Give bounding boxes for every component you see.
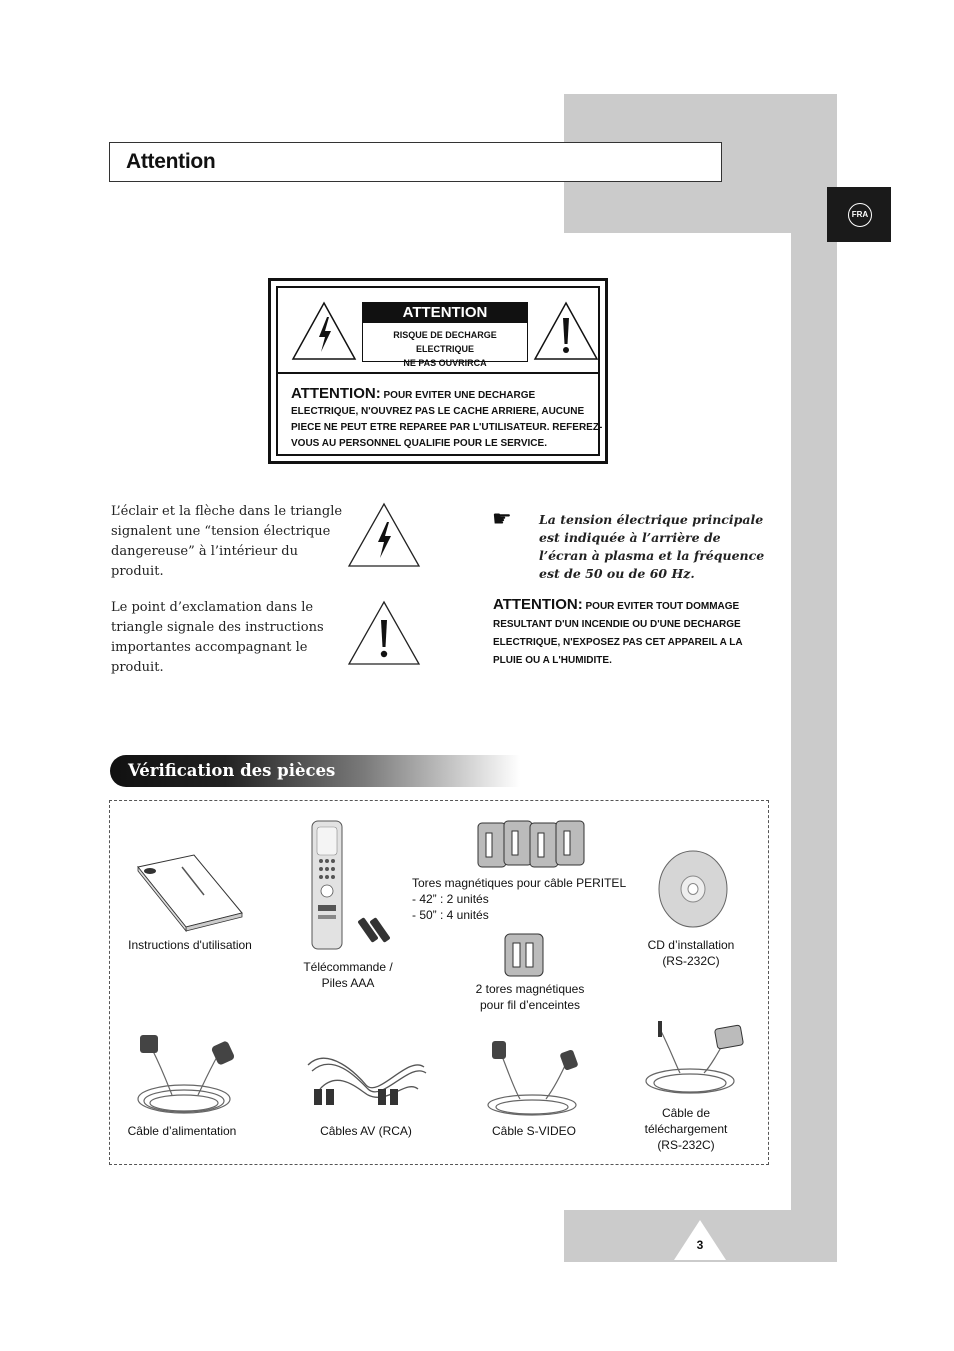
moisture-warning-text: POUR EVITER TOUT DOMMAGE RESULTANT D'UN INCENDIE OU D'UNE DECHARGE ELECTRIQUE, N'EXPOSEZ PAS CET APPAREIL A LA PLUIE OU A L'HUMIDITE. [493, 601, 743, 666]
lightning-triangle-icon [347, 502, 421, 568]
exclamation-warning-icon [532, 300, 600, 362]
lightning-warning-icon [290, 300, 358, 362]
language-tab [827, 187, 891, 242]
moisture-warning [493, 596, 768, 670]
power-cable-caption: Câble d’alimentation [127, 1124, 237, 1138]
exclamation-explanation: Le point d’exclamation dans le triangle signale des instructions importantes accompagnant le produit. [111, 600, 324, 675]
cd-caption [622, 937, 760, 969]
ferrite-cores-caption-line2: - 42” : 2 unités [412, 892, 489, 906]
speaker-cores-caption-line1: 2 tores magnétiques [475, 982, 585, 996]
download-cable-caption [616, 1105, 756, 1153]
caution-label-subtext-line2: NE PAS OUVRIRCA [403, 358, 487, 368]
av-cables-icon [298, 1045, 434, 1115]
page-number: 3 [696, 1238, 704, 1252]
parts-box [109, 800, 769, 1165]
svideo-cable-caption: Câble S-VIDEO [491, 1124, 577, 1138]
page-title: Attention [126, 150, 216, 173]
moisture-warning-lead: ATTENTION: [493, 596, 583, 613]
caution-label [268, 278, 608, 464]
exclamation-triangle-icon [347, 600, 421, 666]
ferrite-cores-caption [412, 875, 662, 923]
caution-label-subtext-line1: RISQUE DE DECHARGE ELECTRIQUE [393, 330, 497, 354]
lightning-explanation: L’éclair et la flèche dans le triangle signalent une “tension électrique dangereuse” à l’intérieur du produit. [111, 504, 343, 579]
title-box [109, 142, 722, 182]
download-cable-caption-line2: téléchargement [644, 1122, 728, 1136]
caution-label-frame [276, 286, 603, 456]
parts-section-heading: Vérification des pièces [128, 761, 336, 780]
caution-label-subtext [363, 328, 527, 370]
download-cable-caption-line1: Câble de [661, 1106, 711, 1120]
download-cable-caption-line3: (RS-232C) [657, 1138, 715, 1152]
language-tab-label: FRA [848, 203, 872, 227]
caution-label-header: ATTENTION [363, 303, 527, 323]
ferrite-cores-icon [474, 817, 588, 871]
remote-caption-line1: Télécommande / [303, 960, 393, 974]
cd-icon [656, 849, 730, 929]
ferrite-cores-caption-line3: - 50” : 4 unités [412, 908, 489, 922]
pointing-hand-icon: ☛ [492, 506, 512, 531]
manual-illustration-icon [134, 853, 246, 929]
caution-label-body-lead: ATTENTION: [291, 385, 381, 402]
speaker-ferrite-core-icon [502, 931, 546, 979]
svideo-cable-icon [480, 1037, 588, 1117]
caution-label-divider [278, 372, 598, 374]
av-cables-caption: Câbles AV (RCA) [320, 1124, 412, 1138]
caution-label-body-text: POUR EVITER UNE DECHARGE ELECTRIQUE, N'OUVREZ PAS LE CACHE ARRIERE, AUCUNE PIECE NE PEUT ETRE REPAREE PAR L'UTILISATEUR. REFEREZ-VOUS AU PERSONNEL QUALIFIE POUR LE SERVICE. [291, 390, 603, 449]
cd-caption-line1: CD d’installation [647, 938, 735, 952]
power-cable-icon [122, 1029, 248, 1119]
caution-label-box [362, 302, 528, 368]
side-band [791, 94, 837, 1262]
ferrite-cores-caption-line1: Tores magnétiques pour câble PERITEL [412, 876, 627, 890]
manual-caption: Instructions d'utilisation [128, 938, 252, 952]
download-cable-icon [640, 1019, 750, 1101]
speaker-cores-caption-line2: pour fil d’enceintes [479, 998, 581, 1012]
voltage-note: La tension électrique principale est indiquée à l’arrière de l’écran à plasma et la fréquence est de 50 ou de 60 Hz. [539, 512, 765, 581]
remote-control-icon [308, 819, 398, 951]
speaker-cores-caption [460, 981, 600, 1013]
remote-caption-line2: Piles AAA [321, 976, 375, 990]
cd-caption-line2: (RS-232C) [662, 954, 720, 968]
parts-section-header [110, 755, 520, 787]
caution-label-body [291, 386, 603, 452]
remote-caption [278, 959, 418, 991]
